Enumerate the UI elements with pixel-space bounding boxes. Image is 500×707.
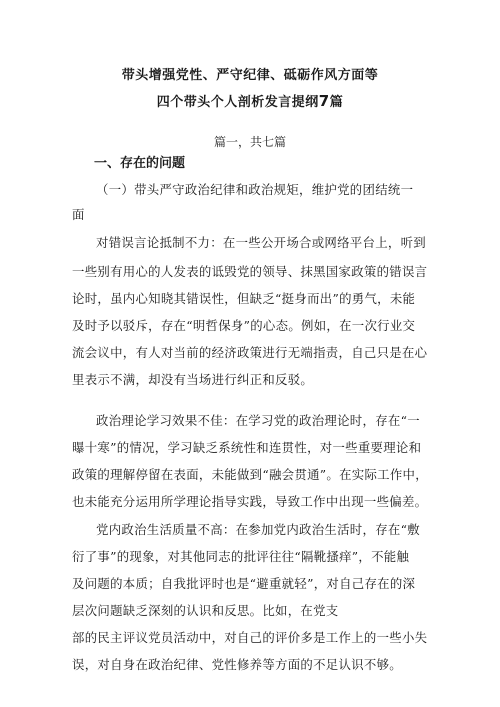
document-title-line-2-prefix: 四个带头个人剖析发言提纲 <box>156 95 319 110</box>
body-line: 衍了事”的现象，对其他同志的批评往往“隔靴搔痒”，不能触 <box>72 549 410 564</box>
body-line: （一）带头严守政治纪律和政治规矩，维护党的团结统一 <box>96 182 414 197</box>
document-title-line-1: 带头增强党性、严守纪律、砥砺作风方面等 <box>121 68 379 83</box>
body-line: 对错误言论抵制不力：在一些公开场合或网络平台上，听到 <box>96 235 426 250</box>
body-line: 党内政治生活质量不高：在参加党内政治生活时，存在“敷 <box>96 522 420 537</box>
document-title-line-2-suffix: 篇 <box>329 95 344 110</box>
body-line: 面 <box>72 207 85 222</box>
body-line: 论时，虽内心知晓其错误性，但缺乏“挺身而出”的勇气，未能 <box>72 291 416 306</box>
body-line: 误，对自身在政治纪律、党性修养等方面的不足认识不够。 <box>72 657 402 672</box>
body-line: 及时予以驳斥，存在“明哲保身”的心态。例如，在一次行业交 <box>72 318 416 333</box>
body-line: 曝十寒”的情况，学习缺乏系统性和连贯性，对一些重要理论和 <box>72 440 422 455</box>
body-line: 及问题的本质；自我批评时也是“避重就轻”，对自己存在的深 <box>72 576 416 591</box>
body-line: 流会议中，有人对当前的经济政策进行无端指责，自己只是在心 <box>72 345 428 360</box>
section-heading: 一、存在的问题 <box>94 156 186 171</box>
body-line: 层次问题缺乏深刻的认识和反思。比如，在党支 <box>72 603 339 618</box>
document-subtitle: 篇一，共七篇 <box>213 135 286 149</box>
body-line: 也未能充分运用所学理论指导实践，导致工作中出现一些偏差。 <box>72 494 428 509</box>
body-line: 里表示不满，却没有当场进行纠正和反驳。 <box>72 372 314 387</box>
body-line: 一些别有用心的人发表的诋毁党的领导、抹黑国家政策的错误言 <box>72 264 428 279</box>
body-line: 政治理论学习效果不佳：在学习党的政治理论时，存在“一 <box>96 413 420 428</box>
body-line: 政策的理解停留在表面，未能做到“融会贯通”。在实际工作中， <box>72 467 428 482</box>
document-title-line-2-number: 7 <box>318 92 330 110</box>
body-line: 部的民主评议党员活动中，对自己的评价多是工作上的一些小失 <box>72 630 428 645</box>
document-title-line-2 <box>0 91 500 110</box>
